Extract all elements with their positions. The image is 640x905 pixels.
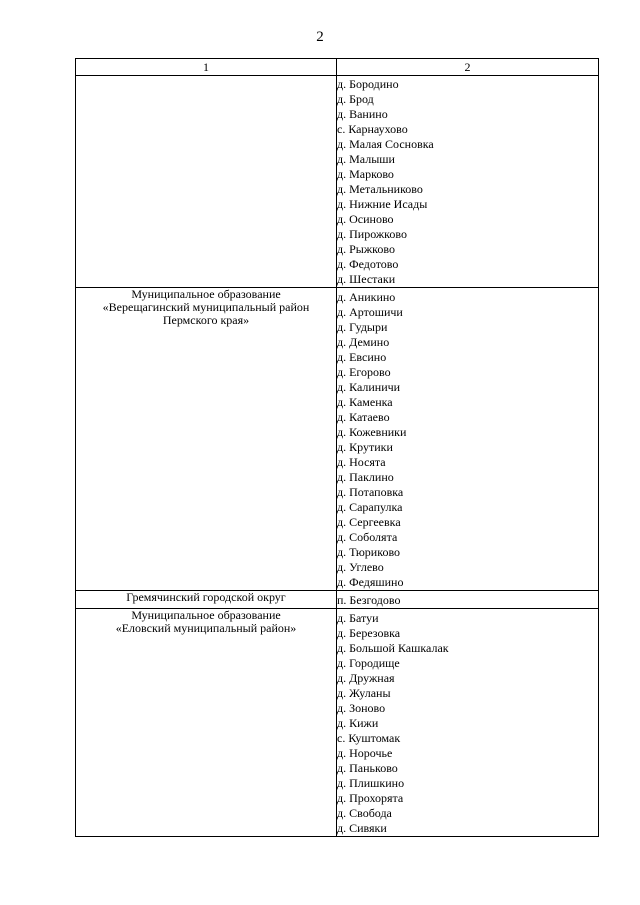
settlement-name: д. Калиничи bbox=[337, 380, 401, 394]
table-body bbox=[76, 76, 599, 837]
settlement-name: д. Пирожково bbox=[337, 227, 407, 241]
settlement-name: д. Федотово bbox=[337, 257, 399, 271]
settlement-name: д. Соболята bbox=[337, 530, 398, 544]
settlement-name: д. Сергеевка bbox=[337, 515, 401, 529]
table-row bbox=[76, 609, 599, 837]
settlement-name: д. Гудыри bbox=[337, 320, 388, 334]
settlement-name: д. Большой Кашкалак bbox=[337, 641, 449, 655]
settlements-cell bbox=[337, 609, 599, 837]
settlement-name: д. Каменка bbox=[337, 395, 393, 409]
table-row bbox=[76, 591, 599, 609]
column-header-2: 2 bbox=[337, 59, 599, 76]
settlement-name: д. Носята bbox=[337, 455, 386, 469]
settlement-name: д. Паклино bbox=[337, 470, 394, 484]
settlement-name: д. Крутики bbox=[337, 440, 393, 454]
settlement-name: д. Сарапулка bbox=[337, 500, 403, 514]
settlement-name: д. Плишкино bbox=[337, 776, 405, 790]
municipality-name-line: «Верещагинский муниципальный район bbox=[102, 300, 310, 314]
settlement-name: д. Прохорята bbox=[337, 791, 404, 805]
settlement-name: д. Катаево bbox=[337, 410, 390, 424]
settlement-name: с. Куштомак bbox=[337, 731, 401, 745]
settlement-name: д. Осиново bbox=[337, 212, 394, 226]
settlement-name: д. Шестаки bbox=[337, 272, 396, 286]
header-row bbox=[76, 59, 599, 76]
settlement-name: д. Потаповка bbox=[337, 485, 404, 499]
settlement-name: с. Карнаухово bbox=[337, 122, 408, 136]
table-row bbox=[76, 76, 599, 288]
settlement-name: д. Кижи bbox=[337, 716, 379, 730]
settlement-name: д. Брод bbox=[337, 92, 374, 106]
settlement-name: д. Зоново bbox=[337, 701, 386, 715]
settlement-name: д. Паньково bbox=[337, 761, 398, 775]
settlement-name: д. Бородино bbox=[337, 77, 399, 91]
municipality-name-line: Муниципальное образование bbox=[131, 608, 281, 622]
municipality-cell bbox=[76, 609, 337, 837]
settlements-cell bbox=[337, 591, 599, 609]
settlement-name: д. Аникино bbox=[337, 290, 396, 304]
column-header-1: 1 bbox=[76, 59, 337, 76]
municipality-name-line: «Еловский муниципальный район» bbox=[115, 621, 297, 635]
settlement-name: д. Свобода bbox=[337, 806, 392, 820]
settlement-name: д. Углево bbox=[337, 560, 384, 574]
settlement-name: д. Ванино bbox=[337, 107, 388, 121]
municipality-cell bbox=[76, 288, 337, 591]
municipality-cell bbox=[76, 591, 337, 609]
settlement-name: д. Сивяки bbox=[337, 821, 387, 835]
settlement-name: д. Норочье bbox=[337, 746, 393, 760]
municipality-cell bbox=[76, 76, 337, 288]
municipality-name-line: Гремячинский городской округ bbox=[126, 590, 286, 604]
municipality-name-line: Муниципальное образование bbox=[131, 287, 281, 301]
settlement-name: д. Батуи bbox=[337, 611, 379, 625]
settlement-name: д. Малая Сосновка bbox=[337, 137, 434, 151]
settlement-name: д. Демино bbox=[337, 335, 390, 349]
settlement-name: д. Тюриково bbox=[337, 545, 401, 559]
settlement-name: д. Евсино bbox=[337, 350, 387, 364]
settlement-name: д. Артошичи bbox=[337, 305, 403, 319]
settlement-name: д. Марково bbox=[337, 167, 394, 181]
page-number: 2 bbox=[316, 29, 324, 45]
settlements-table bbox=[75, 58, 599, 837]
settlements-cell bbox=[337, 288, 599, 591]
settlement-name: д. Рыжково bbox=[337, 242, 395, 256]
settlement-name: д. Березовка bbox=[337, 626, 401, 640]
settlement-name: д. Малыши bbox=[337, 152, 395, 166]
settlement-name: д. Егорово bbox=[337, 365, 391, 379]
settlement-name: д. Городище bbox=[337, 656, 400, 670]
settlement-name: д. Дружная bbox=[337, 671, 395, 685]
settlement-name: п. Безгодово bbox=[337, 593, 401, 607]
table-header bbox=[76, 59, 599, 76]
settlements-cell bbox=[337, 76, 599, 288]
settlement-name: д. Федяшино bbox=[337, 575, 404, 589]
municipality-name-line: Пермского края» bbox=[162, 313, 250, 327]
settlement-name: д. Жуланы bbox=[337, 686, 391, 700]
settlement-name: д. Кожевники bbox=[337, 425, 407, 439]
settlement-name: д. Нижние Исады bbox=[337, 197, 428, 211]
settlement-name: д. Метальниково bbox=[337, 182, 423, 196]
table-row bbox=[76, 288, 599, 591]
